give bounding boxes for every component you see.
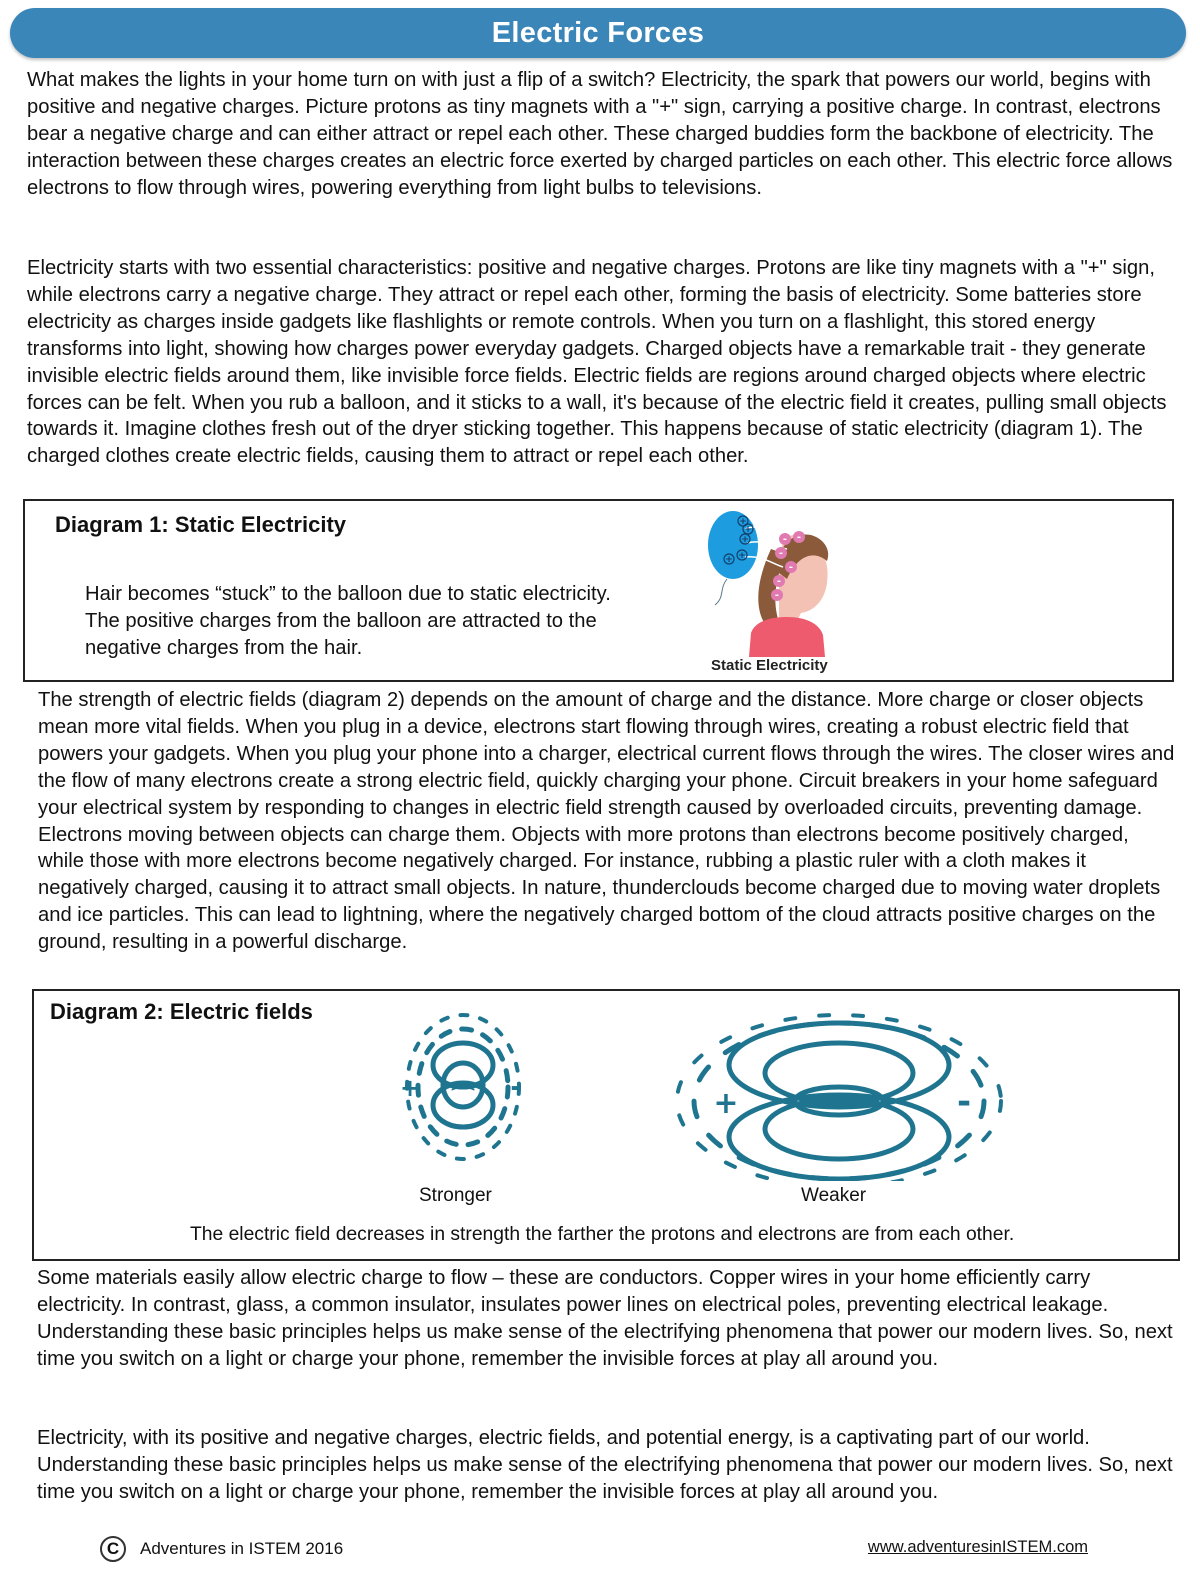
website-link[interactable]: www.adventuresinISTEM.com (867, 1538, 1088, 1556)
closing-paragraph-1: Some materials easily allow electric charge to flow – these are conductors. Copper wires in your home efficiently carry electricity. In contrast, glass, a common insulator, insulates power lines on electrical poles, preventing electrical leakage. Understanding these basic principles helps us make sense of the electrifying phenomena that power our modern lives. So, next time you switch on a light or charge your phone, remember the invisible forces at play all around you. (37, 1267, 1173, 1370)
stronger-charge-signs (400, 1070, 522, 1103)
stronger-label: Stronger (419, 1185, 492, 1206)
svg-text:-: - (956, 1082, 972, 1122)
svg-text:-: - (796, 532, 802, 543)
diagram-2-title: Diagram 2: Electric fields (50, 999, 313, 1024)
svg-text:>: > (824, 1092, 838, 1111)
svg-text:-: - (782, 534, 788, 545)
page-title: Electric Forces (491, 16, 705, 49)
svg-text:+: + (739, 517, 747, 527)
balloon-string (715, 579, 727, 605)
balloon (708, 511, 758, 579)
intro-paragraph-1: What makes the lights in your home turn on with just a flip of a switch? Electricity, the spark that powers our world, begins with positive and negative charges. Picture protons as tiny magnets with a "+" sign, carrying a positive charge. In contrast, electrons bear a negative charge and can either attract or repel each other. These charged buddies form the backbone of electricity. The interaction between these charges creates an electric force exerted by charged particles on each other. This electric force allows electrons to flow through wires, powering everything from light bulbs to televisions. (27, 69, 1173, 199)
svg-text:+: + (738, 551, 746, 561)
copyright-icon: C (100, 1536, 126, 1562)
svg-text:-: - (788, 562, 794, 573)
svg-text:-: - (510, 1070, 522, 1103)
title-banner (10, 8, 1186, 58)
diagram-1-caption: Hair becomes “stuck” to the balloon due to static electricity. The positive charges from the balloon are attracted to the negative charges from the hair. (85, 583, 611, 659)
svg-text:+: + (741, 535, 749, 545)
svg-text:<: < (840, 1092, 854, 1111)
svg-text:-: - (776, 576, 782, 587)
stronger-field-diagram (398, 1013, 528, 1188)
diagram-1-title: Diagram 1: Static Electricity (55, 512, 347, 537)
svg-text:-: - (774, 590, 780, 601)
closing-paragraph-2: Electricity, with its positive and negative charges, electric fields, and potential energy, is a captivating part of our world. Understanding these basic principles helps us make sense of the electrifying phenomena that power our modern lives. So, next time you switch on a light or charge your phone, remember the invisible forces at play all around you. (37, 1427, 1173, 1503)
weaker-field-diagram (674, 1011, 1004, 1181)
static-electricity-illustration (675, 509, 875, 657)
diagram-2-box (32, 989, 1180, 1261)
svg-text:+: + (725, 555, 733, 565)
diagram-1-box (23, 499, 1174, 682)
stronger-field-lines (407, 1015, 519, 1159)
copyright-text: Adventures in ISTEM 2016 (140, 1539, 344, 1558)
svg-text:>: > (450, 1079, 462, 1095)
svg-text:+: + (399, 1074, 421, 1102)
svg-text:-: - (778, 548, 784, 559)
shirt (749, 617, 825, 657)
diagram-2-caption: The electric field decreases in strength the farther the protons and electrons are from each other. (190, 1224, 1015, 1245)
svg-text:<: < (464, 1079, 476, 1095)
footer-copyright (100, 1536, 343, 1562)
weaker-label: Weaker (801, 1185, 867, 1206)
intro-paragraph-2: Electricity starts with two essential characteristics: positive and negative charges. Protons are like tiny magnets with a "+" sign, while electrons carry a negative charge. They attract or repel each other, forming the basis of electricity. Some batteries store electricity as charges inside gadgets like flashlights or remote controls. When you turn on a flashlight, this stored energy transforms into light, showing how charges power everyday gadgets. Charged objects have a remarkable trait - they generate invisible electric fields around them, like invisible force fields. Electric fields are regions around charged objects where electric forces can be felt. When you rub a balloon, and it sticks to a wall, it's because of the electric field it creates, pulling small objects towards it. Imagine clothes fresh out of the dryer sticking together. This happens because of static electricity (diagram 1). The charged clothes create electric fields, causing them to attract or repel each other. (27, 257, 1167, 468)
middle-paragraph: The strength of electric fields (diagram 2) depends on the amount of charge and the distance. More charge or closer objects mean more vital fields. When you plug in a device, electrons start flowing through wires, creating a robust electric field that powers your gadgets. When you plug your phone into a charger, electrical current flows through the wires. The closer wires and the flow of many electrons create a strong electric field, quickly charging your phone. Circuit breakers in your home safeguard your electrical system by responding to changes in electric field strength caused by overloaded circuits, preventing damage. Electrons moving between objects can charge them. Objects with more protons than electrons become positively charged, while those with more electrons become negatively charged. For instance, rubbing a plastic ruler with a cloth makes it negatively charged, causing it to attract small objects. In nature, thunderclouds become charged due to moving water droplets and ice particles. This can lead to lightning, where the negatively charged bottom of the cloud attracts positive charges on the ground, resulting in a powerful discharge. (38, 689, 1175, 954)
illustration-label: Static Electricity (711, 657, 828, 674)
svg-text:+: + (713, 1086, 739, 1121)
svg-text:+: + (744, 525, 752, 535)
